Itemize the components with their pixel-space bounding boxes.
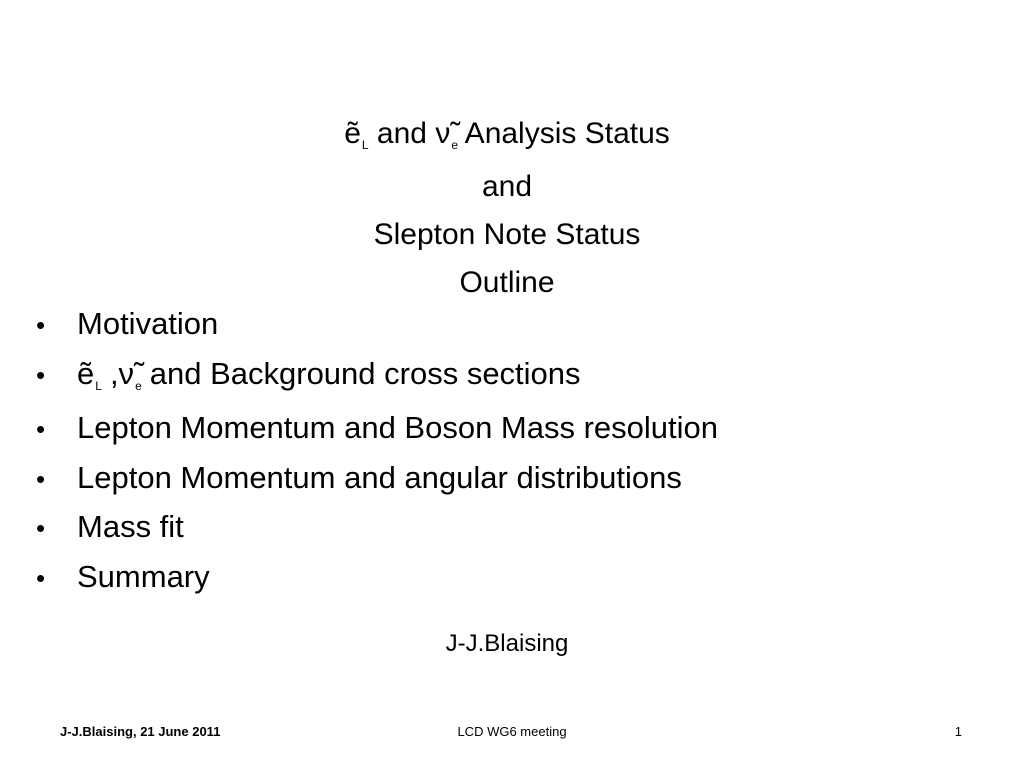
list-item-text: Mass fit <box>77 509 184 544</box>
bullet-icon <box>36 555 77 603</box>
outline-list <box>36 300 718 602</box>
title-line-4: Outline <box>459 266 555 299</box>
title-and-text: and <box>368 117 436 150</box>
subscript-e: e <box>135 378 142 393</box>
list-item-text: Motivation <box>77 306 219 341</box>
list-item-text: Summary <box>77 558 210 594</box>
slide-title <box>0 110 1014 307</box>
bullet-icon <box>36 406 77 454</box>
title-line-1 <box>0 110 1014 163</box>
title-line-2: and <box>481 170 533 203</box>
title-analysis-status: Analysis Status <box>458 117 670 150</box>
selectron-symbol: ẽ <box>77 355 95 391</box>
title-selectron-symbol: ẽ <box>344 117 361 150</box>
title-subscript-e: e <box>451 138 458 152</box>
cross-sections-text: and Background cross sections <box>149 355 581 391</box>
bullet-icon <box>36 302 77 350</box>
title-subscript-l: L <box>361 138 369 152</box>
title-line-3: Slepton Note Status <box>373 218 641 251</box>
list-item <box>36 404 718 454</box>
list-item <box>36 454 718 504</box>
author-name: J-J.Blaising <box>445 630 569 657</box>
bullet-icon <box>36 352 77 400</box>
subscript-l: L <box>95 378 102 393</box>
list-item <box>36 553 718 603</box>
bullet-icon <box>36 456 77 504</box>
list-item-text: Lepton Momentum and Boson Mass resolution <box>77 410 719 445</box>
list-item-text: Lepton Momentum and angular distributions <box>77 459 682 495</box>
list-item-text <box>77 350 581 405</box>
sneutrino-symbol: ,ν̃ <box>109 355 135 391</box>
bullet-icon <box>36 505 77 553</box>
list-item <box>36 350 718 405</box>
footer-author-date: J-J.Blaising, 21 June 2011 <box>60 724 221 739</box>
list-item <box>36 300 718 350</box>
list-item <box>36 503 718 553</box>
page-number: 1 <box>954 724 962 739</box>
footer-meeting-name: LCD WG6 meeting <box>457 724 567 739</box>
title-sneutrino-symbol: ν̃ <box>435 117 451 150</box>
